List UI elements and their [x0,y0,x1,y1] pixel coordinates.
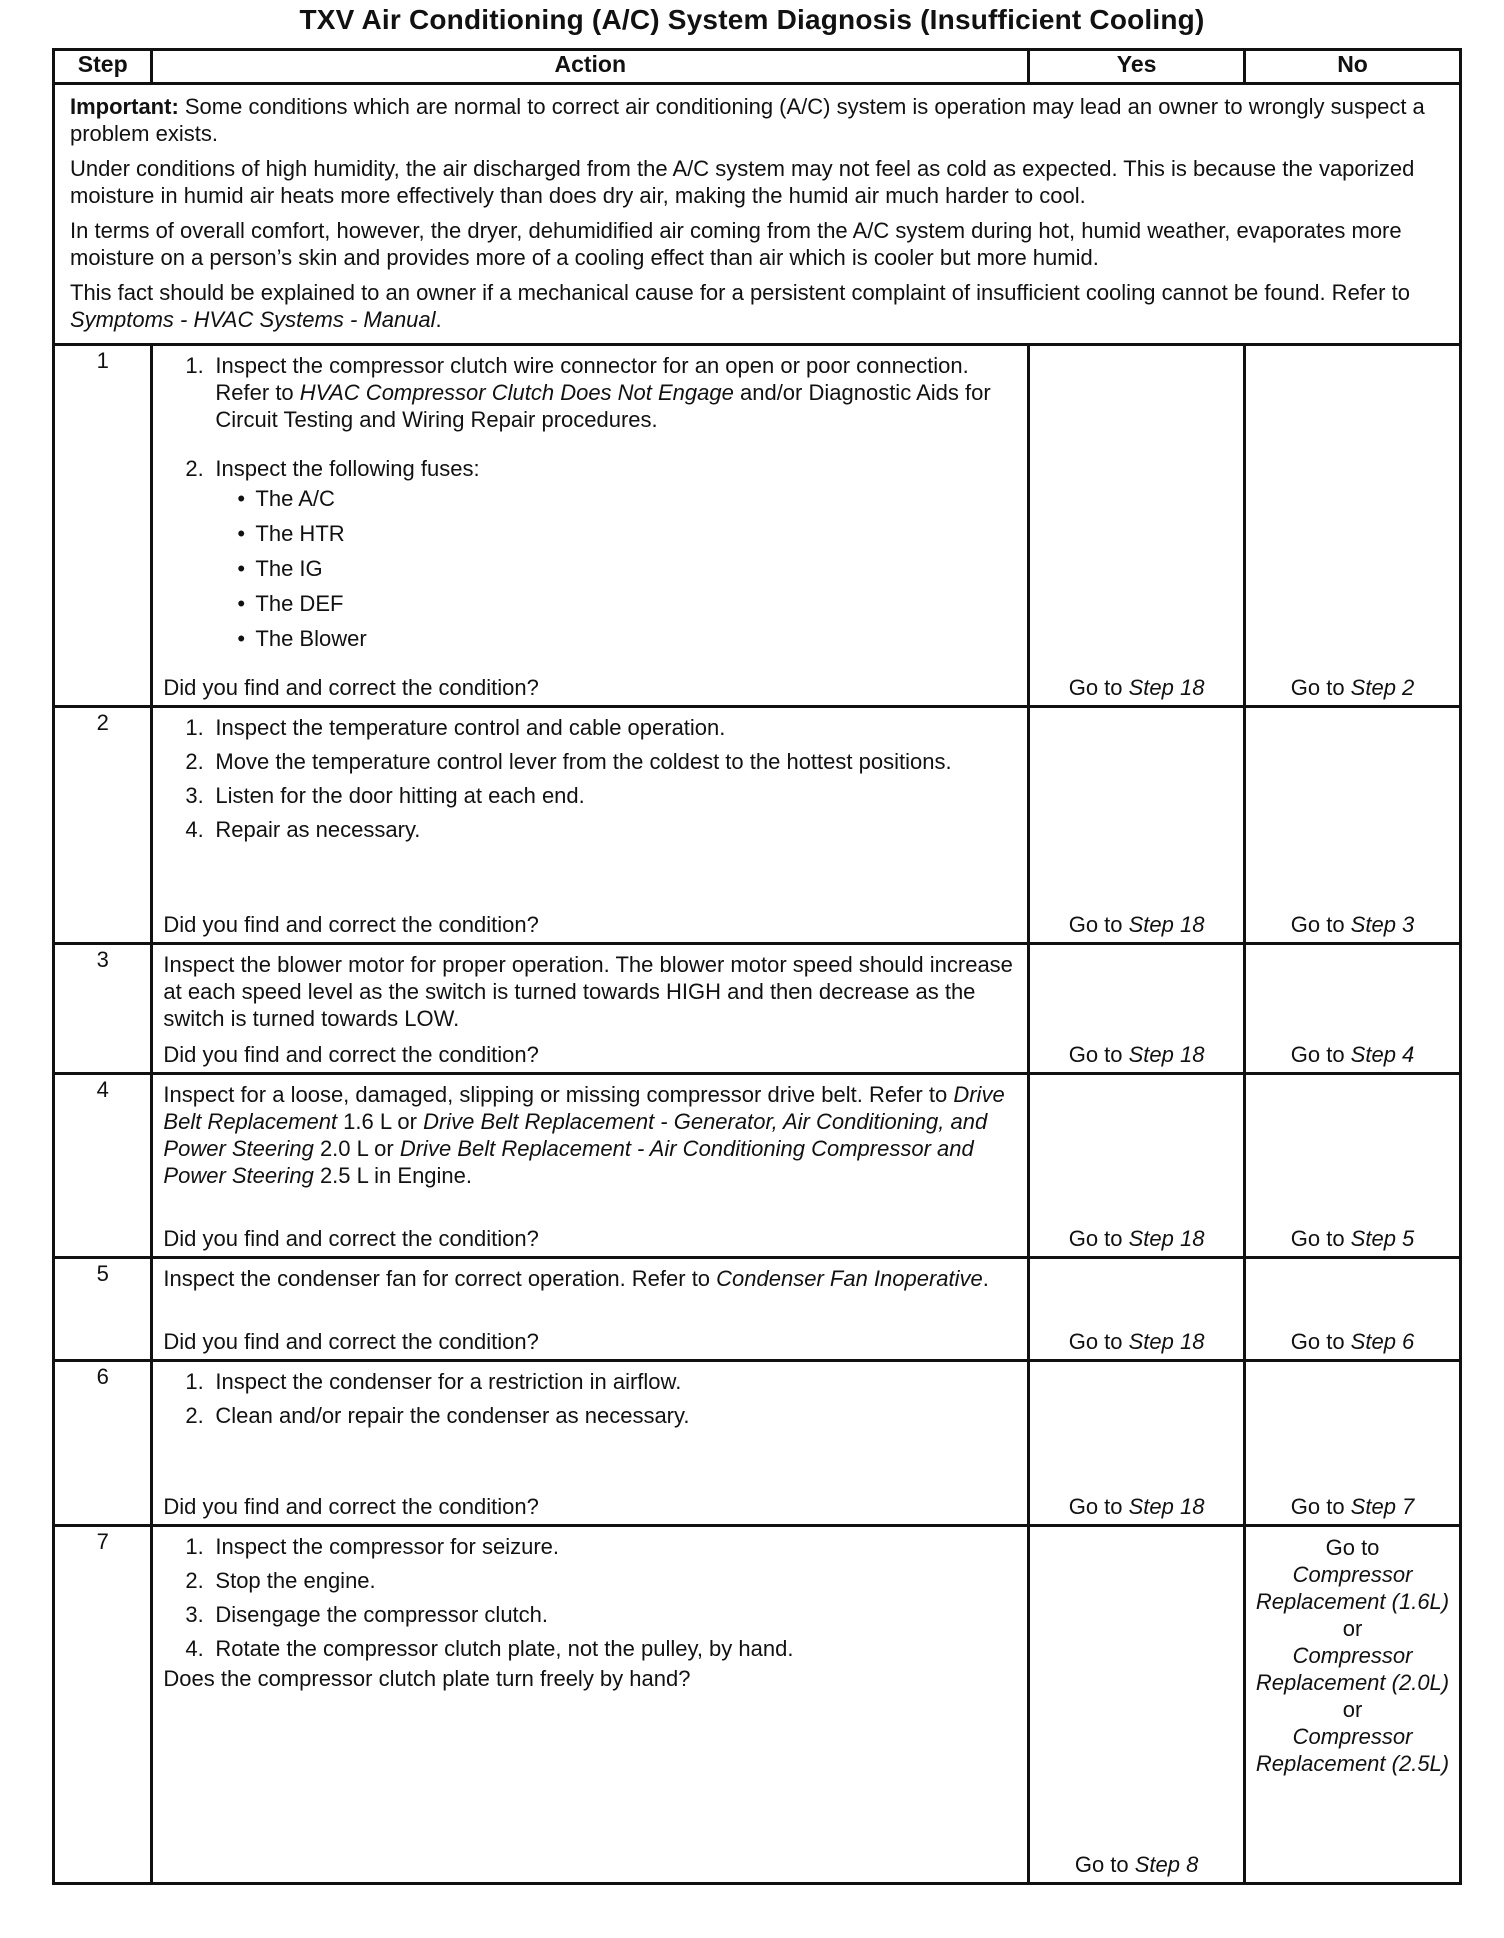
goto-target: Step 5 [1350,1226,1415,1251]
item-number: 4. [185,817,204,842]
important-text-1: Some conditions which are normal to correct air conditioning (A/C) system is operation may lead an owner to wrongly suspect a problem exists. [70,94,1425,146]
item-number: 2. [185,1568,204,1593]
goto-target: Step 3 [1350,912,1415,937]
compressor-reference-2[interactable]: Compressor Replacement (2.0L) [1255,1643,1450,1695]
step-question: Did you find and correct the condition? [163,1494,539,1519]
item-text: Listen for the door hitting at each end. [215,783,585,808]
item-text: Inspect the condenser for a restriction in airflow. [215,1369,682,1394]
compressor-option-1[interactable] [1247,1561,1458,1642]
goto-prefix: Go to [1068,1329,1129,1354]
goto-prefix: Go to [1068,912,1129,937]
goto-prefix: Go to [1074,1852,1135,1877]
yes-cell [1029,1074,1245,1258]
header-action: Action [152,50,1029,84]
compressor-reference-1[interactable]: Compressor Replacement (1.6L) [1255,1562,1450,1614]
item-text: Clean and/or repair the condenser as necessary. [215,1403,690,1428]
or-text: or [1342,1616,1363,1641]
yes-cell [1029,1258,1245,1361]
important-paragraph-4 [70,279,1447,333]
yes-cell [1029,1361,1245,1526]
goto-target: Step 2 [1350,675,1415,700]
drive-belt-reference-1[interactable]: Drive Belt Replacement [163,1082,1005,1134]
table-row-step-1 [54,345,1461,707]
yes-cell [1029,707,1245,944]
compressor-option-3[interactable] [1247,1723,1458,1777]
step-question: Did you find and correct the condition? [163,1042,539,1067]
step-action [152,944,1029,1074]
step-question: Did you find and correct the condition? [163,1226,539,1251]
no-goto[interactable] [1246,1328,1459,1355]
important-paragraph-3: In terms of overall comfort, however, the dryer, dehumidified air coming from the A/C system during hot, humid weather, evaporates more moisture on a person’s skin and provides more of a cooling effect than air which is cooler but more humid. [70,218,1402,270]
yes-goto[interactable] [1030,1225,1243,1252]
step-action [152,1361,1029,1526]
list-item [163,352,1019,433]
table-row-step-2 [54,707,1461,944]
no-cell [1245,707,1461,944]
list-item [163,748,1019,775]
table-row-step-6 [54,1361,1461,1526]
yes-goto[interactable] [1030,911,1243,938]
symptoms-reference[interactable]: Symptoms - HVAC Systems - Manual [70,307,436,332]
step-number: 4 [54,1074,152,1258]
text-part: 2.5 L in Engine. [313,1163,473,1188]
step-question: Did you find and correct the condition? [163,912,539,937]
step-number: 1 [54,345,152,707]
goto-target: Step 4 [1350,1042,1415,1067]
goto-prefix: Go to [1290,1329,1351,1354]
important-label: Important: [70,94,179,119]
no-goto [1247,1528,1458,1777]
table-row-step-4 [54,1074,1461,1258]
page-title: TXV Air Conditioning (A/C) System Diagnosis (Insufficient Cooling) [299,4,1205,35]
list-item [163,1567,1019,1594]
list-item [163,1402,1019,1429]
step-number: 3 [54,944,152,1074]
condenser-fan-reference[interactable]: Condenser Fan Inoperative [716,1266,983,1291]
item-number: 3. [185,1602,204,1627]
action-list [163,714,1019,843]
item-number: 4. [185,1636,204,1661]
compressor-reference-3[interactable]: Compressor Replacement (2.5L) [1255,1724,1450,1776]
table-row-step-3 [54,944,1461,1074]
item-text: Rotate the compressor clutch plate, not the pulley, by hand. [215,1636,794,1661]
item-text: Inspect the compressor for seizure. [215,1534,559,1559]
yes-goto[interactable] [1030,674,1243,701]
table-row-step-7 [54,1526,1461,1884]
yes-cell [1029,1526,1245,1884]
step-action [152,1258,1029,1361]
goto-prefix: Go to [1068,1226,1129,1251]
fuse-item: • The A/C [215,485,1019,512]
drive-belt-reference-2[interactable]: Drive Belt Replacement - Generator, Air Conditioning, and Power Steering [163,1109,988,1161]
goto-prefix: Go to [1290,912,1351,937]
step-number: 2 [54,707,152,944]
list-item [163,1533,1019,1560]
item-text: Inspect the temperature control and cable operation. [215,715,726,740]
list-item [163,816,1019,843]
no-goto[interactable] [1246,1041,1459,1068]
important-paragraph-1 [70,93,1447,147]
step-number: 5 [54,1258,152,1361]
step-action [152,1526,1029,1884]
header-step: Step [54,50,152,84]
action-list [163,1368,1019,1429]
important-text-4-end: . [435,307,442,332]
item-number: 2. [185,456,204,481]
text-part: 1.6 L or [337,1109,424,1134]
or-text: or [1342,1697,1363,1722]
step-text [163,1265,1019,1292]
no-cell [1245,1074,1461,1258]
goto-prefix: Go to [1068,1042,1129,1067]
text-part: . [982,1266,989,1291]
list-item [163,1368,1019,1395]
list-item [163,1635,1019,1662]
goto-prefix: Go to [1068,1494,1129,1519]
text-part: 2.0 L or [313,1136,400,1161]
yes-goto[interactable] [1030,1493,1243,1520]
no-goto[interactable] [1246,1225,1459,1252]
step-question: Does the compressor clutch plate turn freely by hand? [163,1666,691,1691]
list-item [163,782,1019,809]
goto-prefix: Go to [1290,1494,1351,1519]
step-number: 6 [54,1361,152,1526]
no-cell [1245,1361,1461,1526]
no-cell [1245,944,1461,1074]
goto-prefix: Go to [1290,1042,1351,1067]
list-item [163,1601,1019,1628]
table-header-row [54,50,1461,84]
yes-goto[interactable] [1030,1851,1243,1878]
action-list [163,352,1019,652]
no-cell [1245,1526,1461,1884]
goto-label: Go to [1325,1535,1380,1560]
step-action [152,1074,1029,1258]
goto-target: Step 18 [1128,1329,1205,1354]
item-number: 1. [185,715,204,740]
yes-cell [1029,944,1245,1074]
step-number: 7 [54,1526,152,1884]
no-cell [1245,1258,1461,1361]
compressor-option-2[interactable] [1247,1642,1458,1723]
yes-goto[interactable] [1030,1328,1243,1355]
action-list [163,1533,1019,1662]
item-number: 2. [185,749,204,774]
fuse-item: • The DEF [215,590,1019,617]
fuse-item: • The IG [215,555,1019,582]
step-text: Inspect the blower motor for proper operation. The blower motor speed should increase at each speed level as the switch is turned towards HIGH and then decrease as the switch is turned towards LOW. [163,952,1013,1031]
step-action [152,707,1029,944]
item-text: Stop the engine. [215,1568,376,1593]
list-item [163,455,1019,652]
no-goto[interactable] [1246,674,1459,701]
item-text: Repair as necessary. [215,817,421,842]
header-yes: Yes [1029,50,1245,84]
table-row-step-5 [54,1258,1461,1361]
diagnosis-table [52,48,1462,1885]
item-text-cont: and/or Diagnostic Aids for Circuit Testing and Wiring Repair procedures. [215,380,991,432]
item-text: Inspect the following fuses: [215,456,480,481]
goto-target: Step 18 [1128,912,1205,937]
important-paragraph-2: Under conditions of high humidity, the air discharged from the A/C system may not feel as cold as expected. This is because the vaporized moisture in humid air heats more effectively than does dry air, making the humid air much harder to cool. [70,156,1415,208]
goto-prefix: Go to [1290,675,1351,700]
step-question: Did you find and correct the condition? [163,675,539,700]
yes-cell [1029,345,1245,707]
step-question: Did you find and correct the condition? [163,1329,539,1354]
no-cell [1245,345,1461,707]
no-goto[interactable] [1246,1493,1459,1520]
item-text: Disengage the compressor clutch. [215,1602,549,1627]
item-number: 1. [185,1369,204,1394]
item-number: 3. [185,783,204,808]
item-number: 1. [185,353,204,378]
goto-target: Step 18 [1128,675,1205,700]
important-text-4: This fact should be explained to an owner if a mechanical cause for a persistent complaint of insufficient cooling cannot be found. Refer to [70,280,1410,305]
fuse-item: • The Blower [215,625,1019,652]
list-item [163,714,1019,741]
drive-belt-reference-3[interactable]: Drive Belt Replacement - Air Conditioning Compressor and Power Steering [163,1136,974,1188]
goto-prefix: Go to [1290,1226,1351,1251]
important-note [54,84,1461,345]
header-no: No [1245,50,1461,84]
goto-target: Step 8 [1134,1852,1199,1877]
item-text: Move the temperature control lever from the coldest to the hottest positions. [215,749,952,774]
goto-target: Step 18 [1128,1042,1205,1067]
text-part: Inspect the condenser fan for correct operation. Refer to [163,1266,717,1291]
clutch-reference[interactable]: HVAC Compressor Clutch Does Not Engage [299,380,734,405]
yes-goto[interactable] [1030,1041,1243,1068]
goto-target: Step 18 [1128,1226,1205,1251]
text-part: Inspect for a loose, damaged, slipping or missing compressor drive belt. Refer to [163,1082,954,1107]
step-text [163,1081,1019,1189]
no-goto[interactable] [1246,911,1459,938]
goto-target: Step 7 [1350,1494,1415,1519]
important-row [54,84,1461,345]
item-number: 1. [185,1534,204,1559]
item-text: Inspect the compressor clutch wire connector for an open or poor connection. Refer to [215,353,969,405]
step-action [152,345,1029,707]
fuse-list [215,485,1019,652]
item-number: 2. [185,1403,204,1428]
fuse-item: • The HTR [215,520,1019,547]
goto-prefix: Go to [1068,675,1129,700]
goto-target: Step 18 [1128,1494,1205,1519]
goto-target: Step 6 [1350,1329,1415,1354]
